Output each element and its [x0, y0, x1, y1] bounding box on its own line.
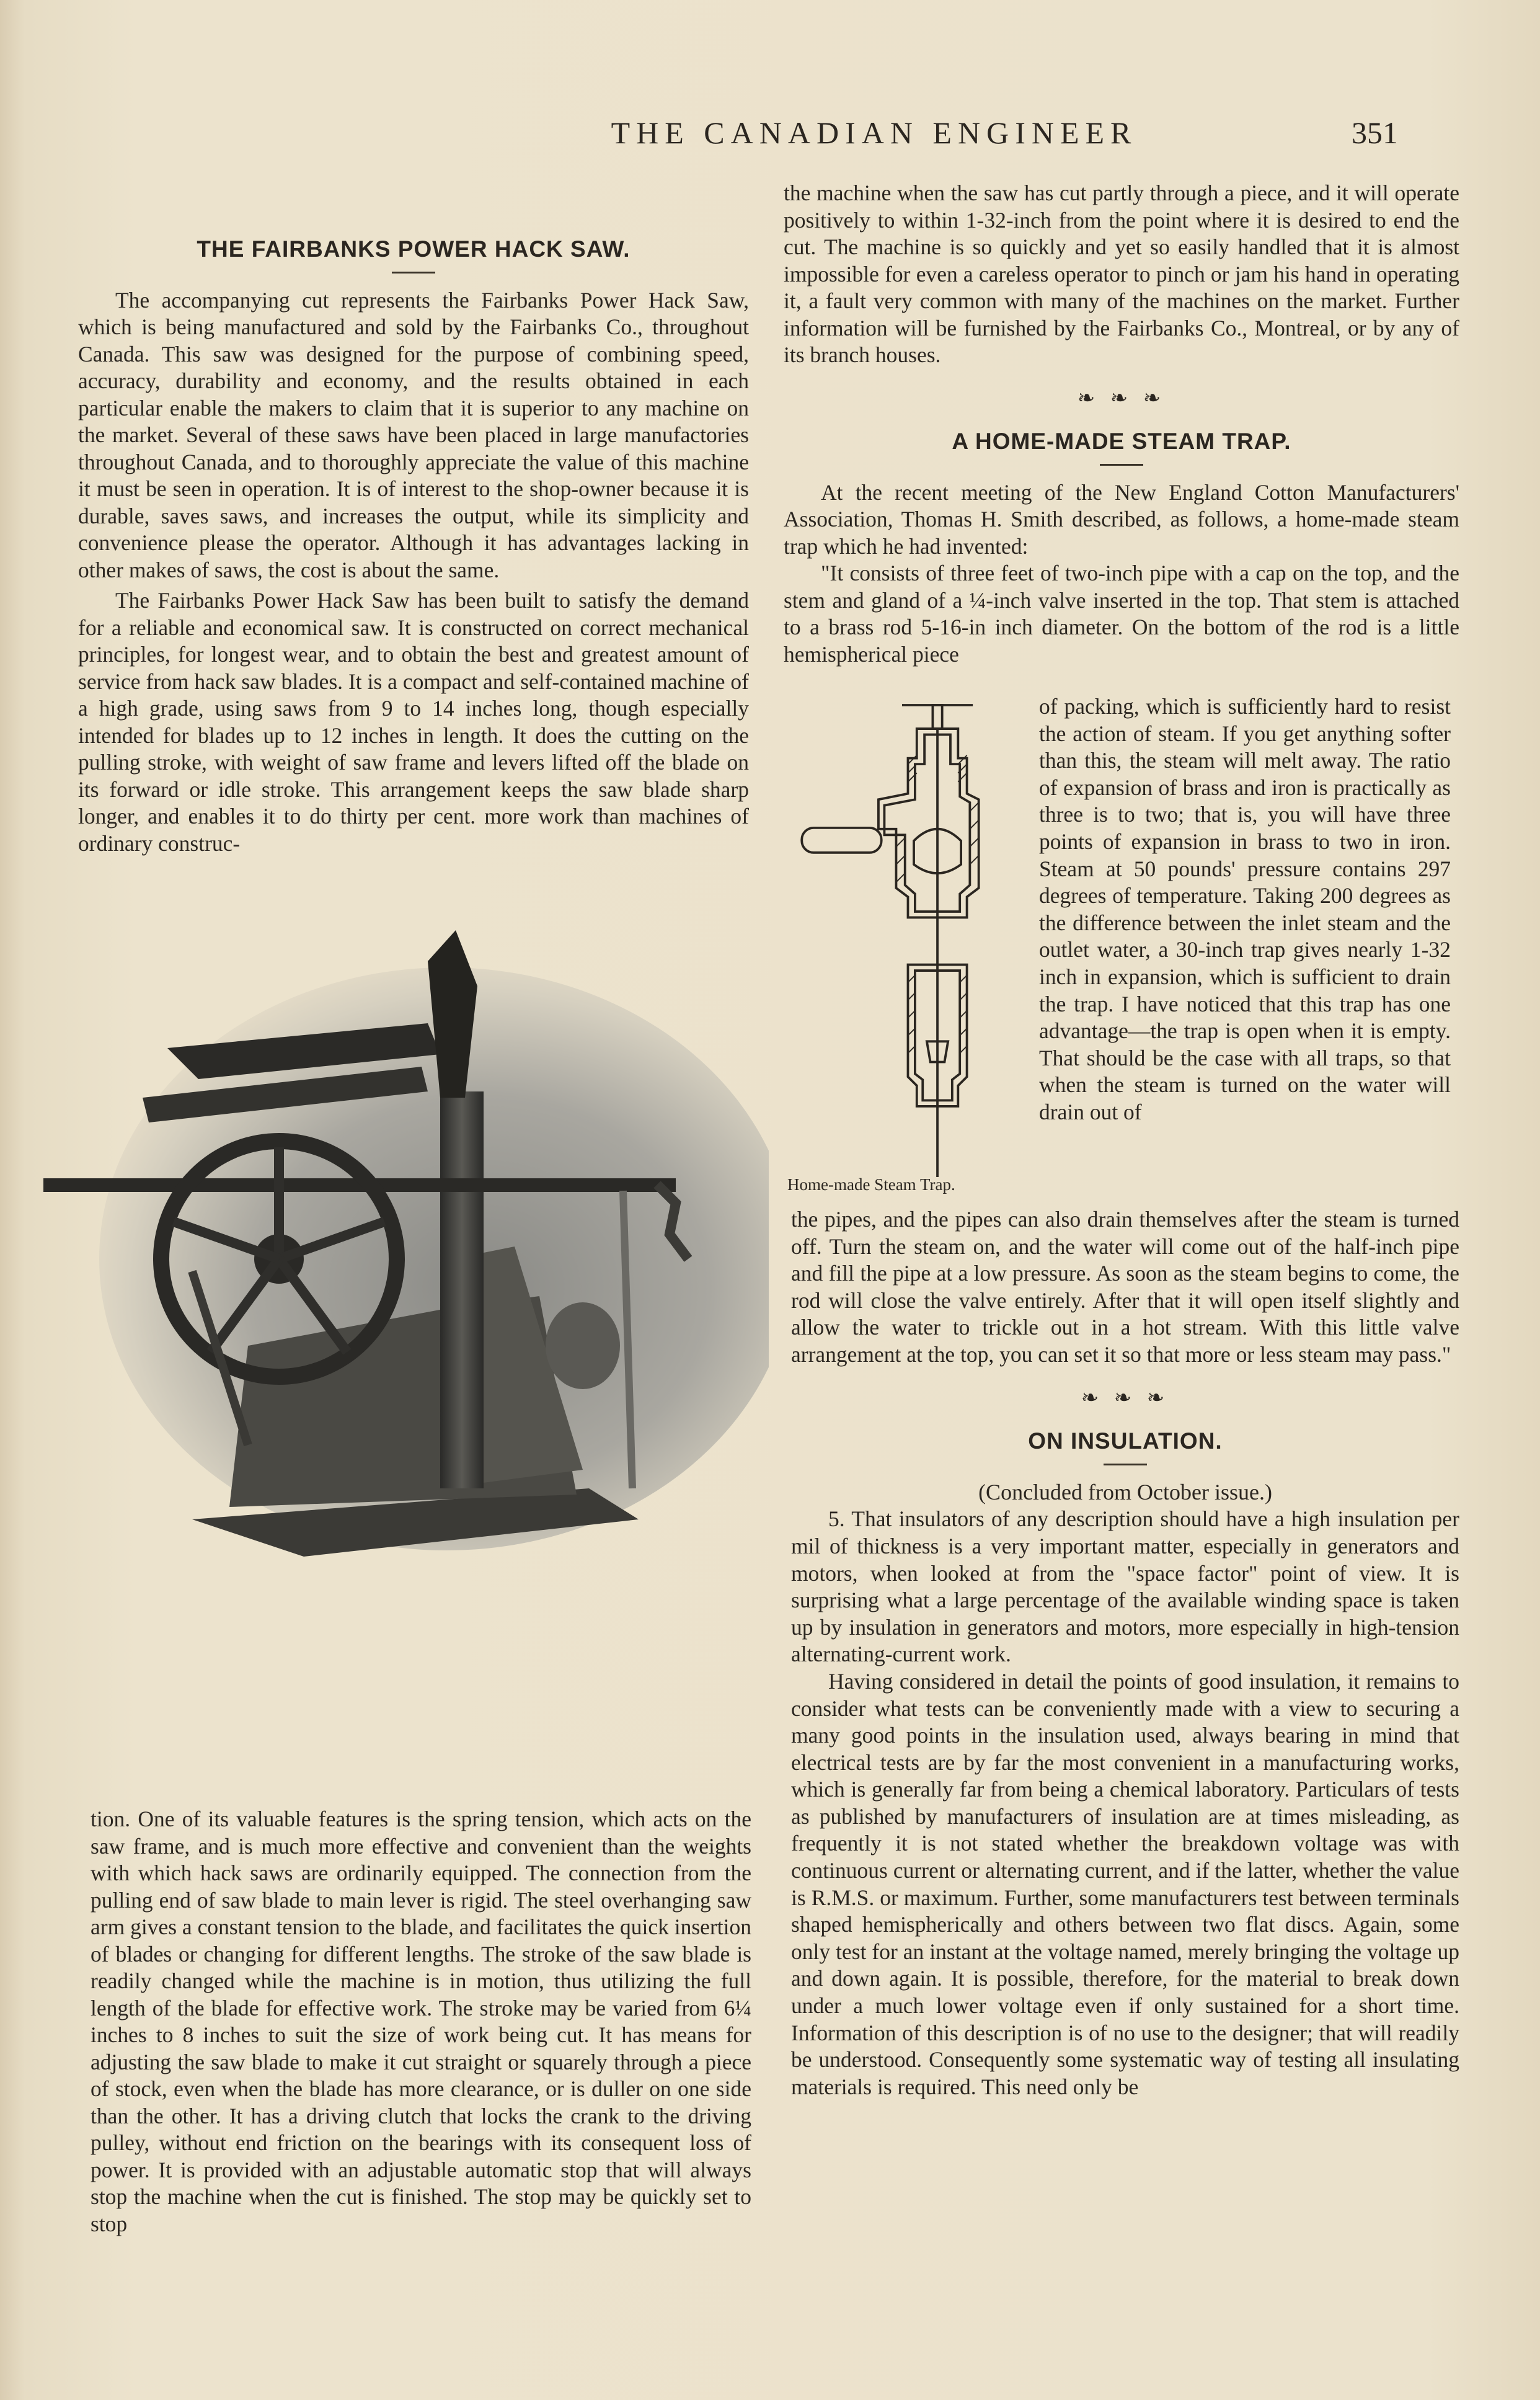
steam-trap-continuation — [791, 1206, 1459, 2100]
page-number: 351 — [1352, 115, 1398, 150]
steam-trap-diagram — [784, 693, 1044, 1202]
hack-saw-photograph — [43, 912, 769, 1563]
paragraph: Having considered in detail the points of good insulation, it remains to consider what tests can be conveniently made with a view to securing a many good points in the insulation used, always bearing in mind that electrical tests are by far the most convenient in a manufacturing works, which is generally far from being a chemical laboratory. Particulars of tests as published by manufacturers of insulation are at times misleading, as frequently it is not stated whether the breakdown voltage was with continuous current or alternating current, and if the latter, whether the value is R.M.S. or maximum. Further, some manufacturers test between terminals shaped hemispherically and others between two flat discs. Again, some only test for an instant at the voltage named, merely bringing the voltage up and down again. It is possible, therefore, for the material to break down under a much lower voltage even if only sustained for a short time. Information of this description is of no use to the designer; that will readily be understood. Consequently some systematic way of testing all insulating materials is required. This need only be — [791, 1668, 1459, 2099]
paragraph: 5. That insulators of any description should have a high insulation per mil of thickness is a very important matter, especially in generators and motors, when looked at from the "space factor" point of view. It is surprising what a large percentage of the available winding space is taken up by insulation in generators and motors, more especially in high-tension alternating-current work. — [791, 1506, 1459, 1667]
article-title-steam-trap: A HOME-MADE STEAM TRAP. — [952, 429, 1291, 454]
title-rule — [392, 272, 435, 273]
section-ornament: ❧ ❧ ❧ — [1077, 386, 1166, 410]
paragraph: At the recent meeting of the New England Cotton Manufacturers' Association, Thomas H. Smith described, as follows, a home-made steam trap which he had invented: — [784, 479, 1459, 559]
left-column-top — [78, 236, 749, 857]
paragraph: The Fairbanks Power Hack Saw has been built to satisfy the demand for a reliable and economical saw. It is constructed on correct mechanical principles, for longest wear, and to obtain the best and greatest amount of service from hack saw blades. It is a compact and self-contained machine of a high grade, using saws from 9 to 14 inches long, though especially intended for blades up to 12 inches in length. It does the cutting on the pulling stroke, with weight of saw frame and levers lifted off the blade on its forward or idle stroke. This arrangement keeps the saw blade sharp longer, and enables it to do thirty per cent. more work than machines of ordinary construc- — [78, 588, 749, 856]
paragraph: of packing, which is sufficiently hard to resist the action of steam. If you get anything softer than this, the steam will melt away. The ratio of expansion of brass and iron is practically as three is to two; that is, you will have three points of expansion in brass to two in iron. Steam at 50 pounds' pressure contains 297 degrees of temperature. Taking 200 degrees as the difference between the inlet steam and the outlet water, a 30-inch trap gives nearly 1-32 inch in expansion, which is sufficient to drain the trap. I have noticed that this trap has one advantage—the trap is open when it is empty. That should be the case with all traps, so that when the steam is turned on the water will drain out of — [1039, 694, 1451, 1124]
figure-wrap-text — [1039, 693, 1451, 1126]
running-title: THE CANADIAN ENGINEER — [611, 115, 1138, 150]
paragraph: the machine when the saw has cut partly through a piece, and it will operate positively to within 1-32-inch from the point where it is desired to end the cut. The machine is so quickly and yet so easily handled that it is almost impossible for even a careless operator to pinch or jam his hand in operating it, a fault very common with many of the machines on the market. Further information will be furnished by the Fairbanks Co., Montreal, or by any of its branch houses. — [784, 180, 1459, 367]
article-title-insulation: ON INSULATION. — [1028, 1428, 1223, 1454]
paragraph: tion. One of its valuable features is the spring tension, which acts on the saw frame, and is much more effective and convenient than the weights with which hack saws are ordinarily equipped. The connection from the pulling end of saw blade to main lever is rigid. The steel overhanging saw arm gives a constant tension to the blade, and facilitates the quick insertion of blades or changing for different lengths. The stroke of the saw blade is readily changed while the machine is in motion, thus utilizing the full length of the blade for effective work. The stroke may be varied from 6¼ inches to 8 inches to suit the size of work being cut. It has means for adjusting the saw blade to make it cut straight or squarely through a piece of stock, even when the blade has more clearance, or is duller on one side than the other. It has a driving clutch that locks the crank to the driving pulley, without end friction on the bearings with its consequent loss of power. It is provided with an adjustable automatic stop that will always stop the machine when the cut is finished. The stop may be quickly set to stop — [91, 1807, 751, 2236]
title-rule — [1100, 464, 1143, 466]
left-column-bottom — [91, 1806, 751, 2238]
paragraph: the pipes, and the pipes can also drain themselves after the steam is turned off. Turn the steam on, and the water will come out of the half-inch pipe and fill the pipe at a low pressure. As soon as the steam begins to come, the rod will close the valve entirely. After that it will open itself slightly and allow the water to trickle out in a hot stream. With this little valve arrangement at the top, you can set it so that more or less steam may pass." — [791, 1207, 1459, 1367]
continuation-note: (Concluded from October issue.) — [978, 1479, 1272, 1504]
figure-caption: Home-made Steam Trap. — [787, 1175, 955, 1194]
title-rule — [1104, 1464, 1147, 1465]
article-title-hack-saw: THE FAIRBANKS POWER HACK SAW. — [197, 236, 631, 262]
right-column-top — [784, 180, 1459, 668]
section-ornament: ❧ ❧ ❧ — [1081, 1386, 1170, 1410]
paragraph: The accompanying cut represents the Fairbanks Power Hack Saw, which is being manufactured and sold by the Fairbanks Co., throughout Canada. This saw was designed for the purpose of combining speed, accuracy, durability and economy, and the results obtained in each particular enable the makers to claim that it is superior to any machine on the market. Several of these saws have been placed in large manufactories throughout Canada, and to thoroughly appreciate the value of this machine it must be seen in operation. It is of interest to the shop-owner because it is durable, saves saws, and increases the output, while its simplicity and convenience please the operator. Although it has advantages lacking in other makes of saws, the cost is about the same. — [78, 287, 749, 582]
paragraph: "It consists of three feet of two-inch pipe with a cap on the top, and the stem and gland of a ¼-inch valve inserted in the top. That stem is attached to a brass rod 5-16-in inch diameter. On the bottom of the rod is a little hemispherical piece — [784, 561, 1459, 667]
